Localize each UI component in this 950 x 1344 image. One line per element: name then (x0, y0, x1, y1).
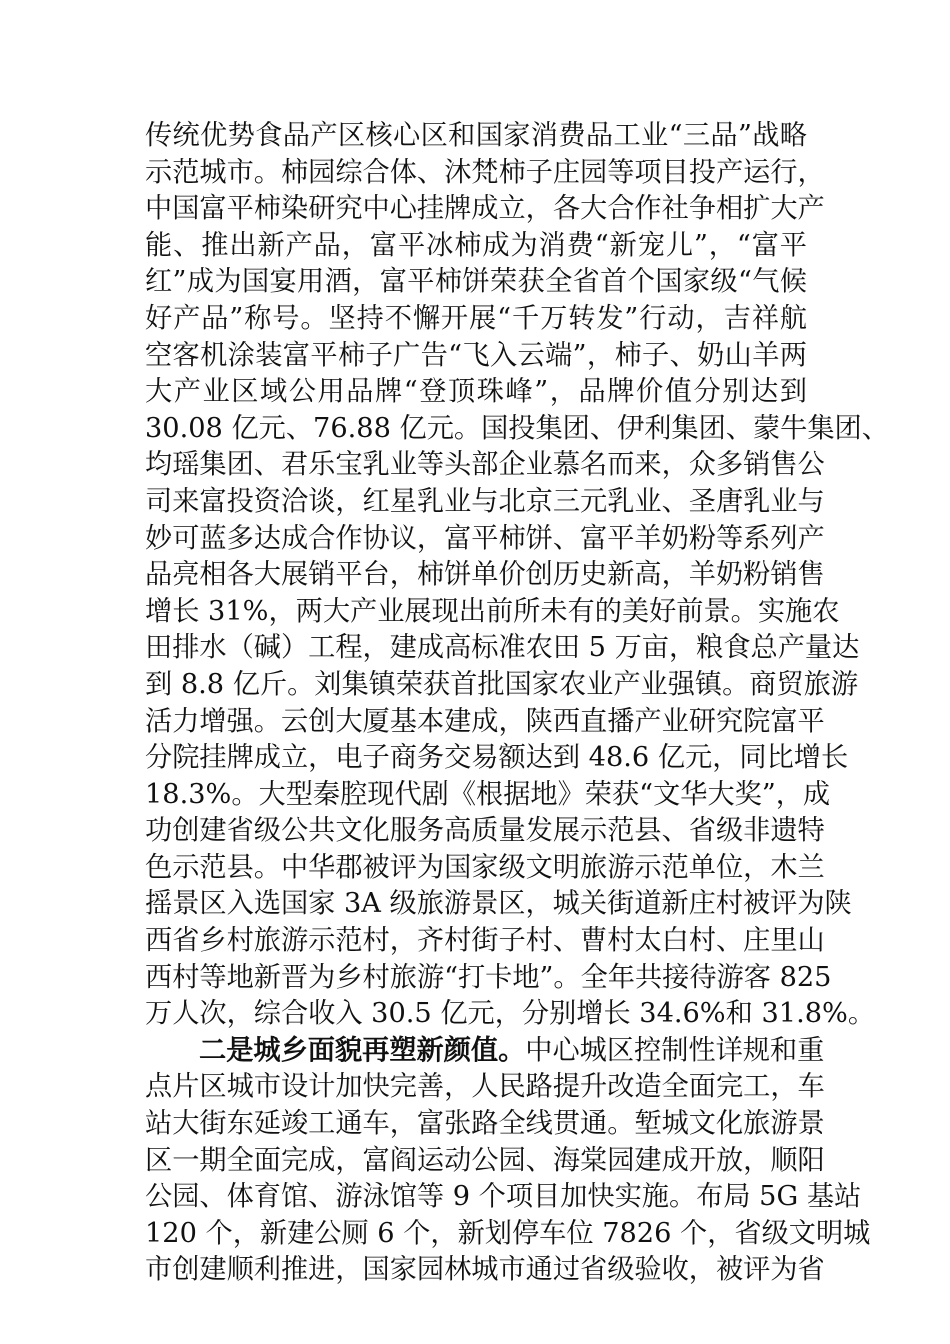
text-line: 大产业区域公用品牌“登顶珠峰”，品牌价值分别达到 (145, 376, 807, 408)
text-line: 18.3%。大型秦腔现代剧《根据地》荣获“文华大奖”，成 (145, 778, 831, 810)
text-line: 品亮相各大展销平台，柿饼单价创历史新高，羊奶粉销售 (145, 559, 825, 591)
text-line: 到 8.8 亿斤。刘集镇荣获首批国家农业产业强镇。商贸旅游 (145, 668, 859, 700)
text-line: 田排水（碱）工程，建成高标准农田 5 万亩，粮食总产量达 (145, 632, 860, 664)
paragraph-heading: 二是城乡面貌再塑新颜值。 (199, 1034, 526, 1066)
text-line: 西省乡村旅游示范村，齐村街子村、曹村太白村、庄里山 (145, 925, 825, 957)
document-page (145, 118, 889, 1289)
text-line: 妙可蓝多达成合作协议，富平柿饼、富平羊奶粉等系列产 (145, 522, 825, 554)
text-line: 色示范县。中华郡被评为国家级文明旅游示范单位，木兰 (145, 851, 825, 883)
text-line: 站大街东延竣工通车，富张路全线贯通。堑城文化旅游景 (145, 1108, 825, 1140)
paragraph-2 (145, 1033, 871, 1289)
text-line: 功创建省级公共文化服务高质量发展示范县、省级非遗特 (145, 815, 825, 847)
text-line: 活力增强。云创大厦基本建成，陕西直播产业研究院富平 (145, 705, 825, 737)
text-line: 空客机涂装富平柿子广告“飞入云端”，柿子、奶山羊两 (145, 339, 807, 371)
text-line: 摇景区入选国家 3A 级旅游景区，城关街道新庄村被评为陕 (145, 888, 852, 920)
text-line: 点片区城市设计加快完善，人民路提升改造全面完工，车 (145, 1071, 825, 1103)
text-line: 市创建顺利推进，国家园林城市通过省级验收，被评为省 (145, 1254, 825, 1286)
text-line: 中国富平柿染研究中心挂牌成立，各大合作社争相扩大产 (145, 193, 825, 225)
text-line: 万人次，综合收入 30.5 亿元，分别增长 34.6%和 31.8%。 (145, 998, 876, 1030)
paragraph-1 (145, 118, 889, 1033)
text-line: 好产品”称号。坚持不懈开展“千万转发”行动，吉祥航 (145, 302, 807, 334)
text-line: 120 个，新建公厕 6 个，新划停车位 7826 个，省级文明城 (145, 1217, 871, 1249)
text-line: 分院挂牌成立，电子商务交易额达到 48.6 亿元，同比增长 (145, 742, 849, 774)
text-line: 传统优势食品产区核心区和国家消费品工业“三品”战略 (145, 120, 807, 151)
text-line: 30.08 亿元、76.88 亿元。国投集团、伊利集团、蒙牛集团、 (145, 412, 889, 444)
text-line: 均瑶集团、君乐宝乳业等头部企业慕名而来，众多销售公 (145, 449, 825, 481)
text-line: 司来富投资洽谈，红星乳业与北京三元乳业、圣唐乳业与 (145, 485, 825, 517)
text-line: 示范城市。柿园综合体、沐梵柿子庄园等项目投产运行， (145, 156, 825, 188)
text-line: 西村等地新晋为乡村旅游“打卡地”。全年共接待游客 825 (145, 961, 832, 993)
text-line: 区一期全面完成，富阎运动公园、海棠园建成开放，顺阳 (145, 1144, 825, 1176)
text-span: 中心城区控制性详规和重 (525, 1034, 825, 1066)
text-line: 能、推出新产品，富平冰柿成为消费“新宠儿”，“富平 (145, 229, 807, 261)
text-line: 增长 31%，两大产业展现出前所未有的美好前景。实施农 (145, 595, 840, 627)
text-line: 红”成为国宴用酒，富平柿饼荣获全省首个国家级“气候 (145, 266, 807, 298)
paragraph-2-first-line (145, 1033, 825, 1070)
text-line: 公园、体育馆、游泳馆等 9 个项目加快实施。布局 5G 基站 (145, 1181, 862, 1213)
